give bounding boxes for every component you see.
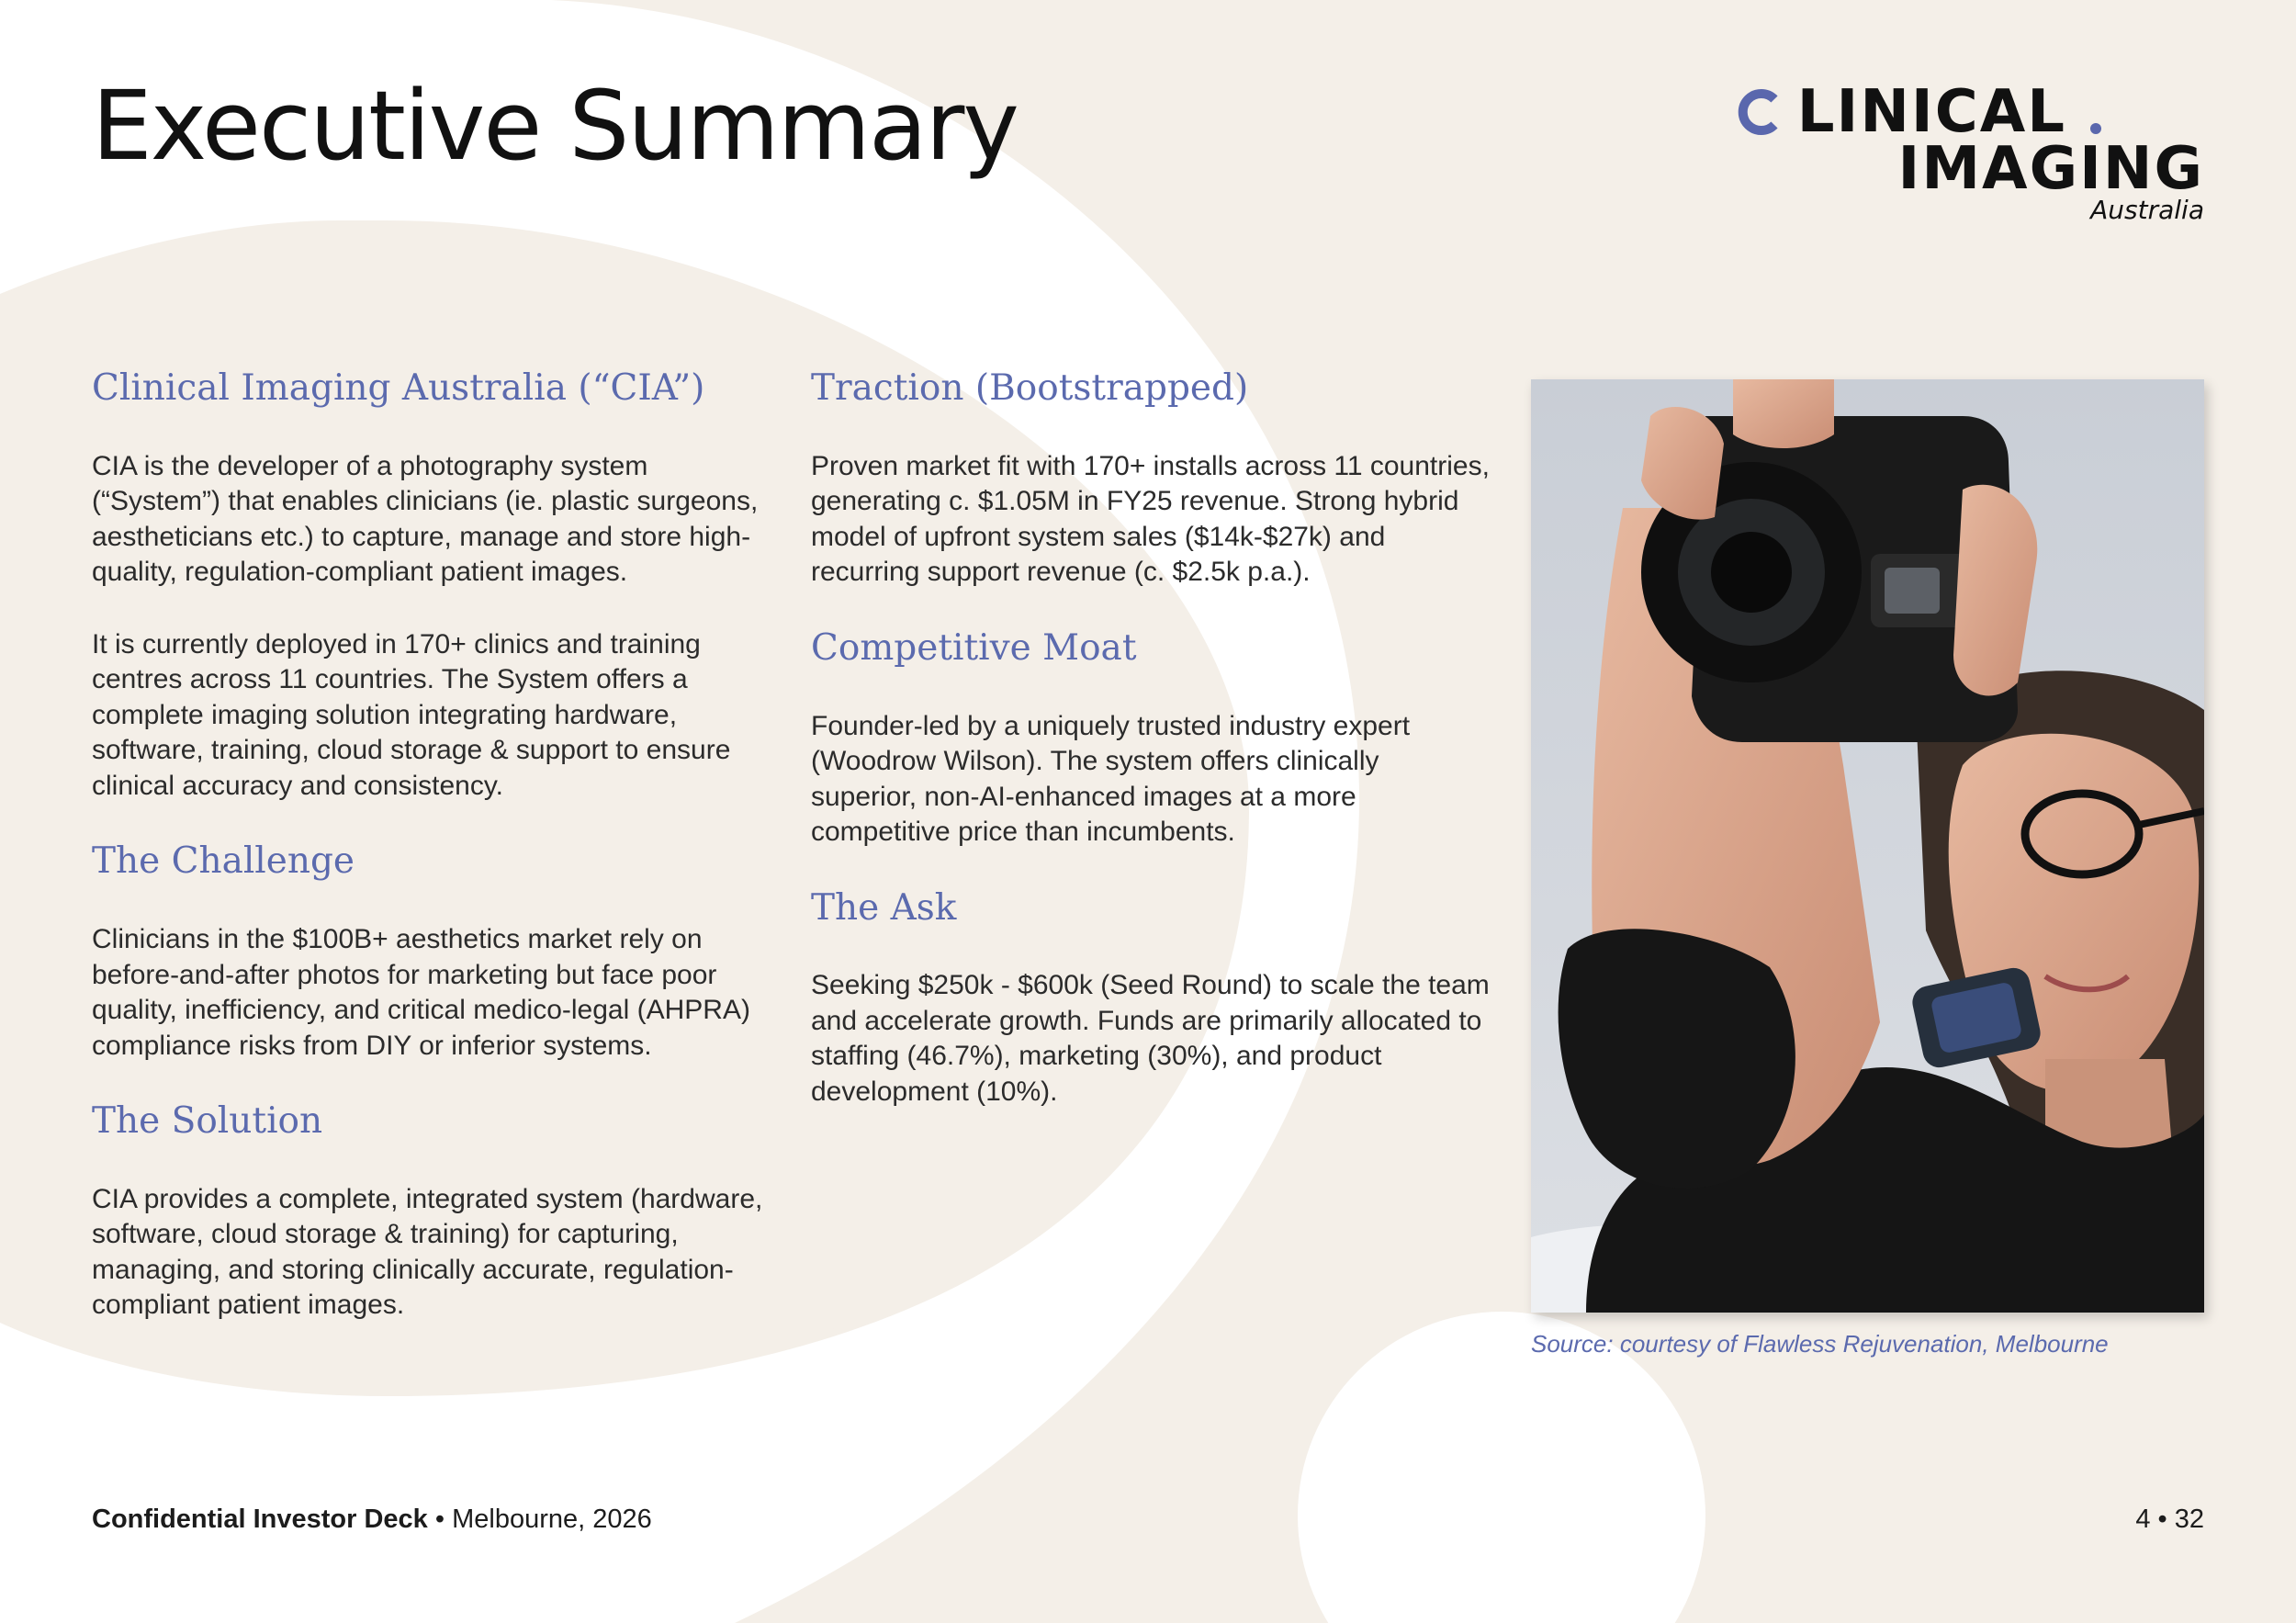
logo-line1: LINICAL	[1796, 78, 2066, 146]
photo-woman-with-camera	[1531, 379, 2204, 1313]
company-logo	[1736, 78, 2204, 230]
section-text-cia-1: CIA is the developer of a photography system (“System”) that enables clinicians (ie. plastic surgeons, aestheticians etc.) to capture, manage and store high-quality, regulation-compliant patient images.	[92, 450, 759, 588]
footer-location-year: Melbourne, 2026	[452, 1505, 652, 1534]
footer-deck-label: Confidential Investor Deck	[92, 1505, 428, 1534]
section-text-moat: Founder-led by a uniquely trusted industry expert (Woodrow Wilson). The system offers clinically superior, non-AI-enhanced images at a more competitive price than incumbents.	[811, 710, 1411, 848]
footer-deck-info	[92, 1505, 652, 1535]
footer-separator: •	[427, 1505, 453, 1534]
middle-column	[811, 367, 1491, 1146]
page-title: Executive Summary	[92, 70, 1018, 182]
page-number: 4 • 32	[2135, 1505, 2204, 1534]
logo-line2: IMAGING	[1897, 135, 2204, 203]
section-text-ask: Seeking $250k - $600k (Seed Round) to scale the team and accelerate growth. Funds are primarily allocated to staffing (46.7%), marketing (30%), and product development (10%).	[811, 970, 1490, 1107]
section-heading-moat: Competitive Moat	[811, 626, 1137, 669]
logo-dot-icon	[2090, 123, 2101, 134]
logo-line3: Australia	[2090, 195, 2204, 225]
section-heading-ask: The Ask	[811, 886, 957, 929]
section-heading-traction: Traction (Bootstrapped)	[811, 367, 1249, 409]
section-text-challenge: Clinicians in the $100B+ aesthetics market rely on before-and-after photos for marketing but face poor quality, inefficiency, and critical medico-legal (AHPRA) compliance risks from DIY or inferior systems.	[92, 924, 750, 1061]
section-heading-solution: The Solution	[92, 1100, 323, 1143]
camera-photo-image	[1531, 379, 2204, 1313]
logo-c-mark-icon	[1736, 88, 1784, 136]
photo-caption: Source: courtesy of Flawless Rejuvenation, Melbourne	[1531, 1330, 2109, 1358]
left-column	[92, 367, 771, 1360]
section-text-traction: Proven market fit with 170+ installs across 11 countries, generating c. $1.05M in FY25 revenue. Strong hybrid model of upfront system sales ($14k-$27k) and recurring support revenue (c. $2.5k p.a.).	[811, 450, 1490, 588]
section-heading-challenge: The Challenge	[92, 840, 355, 883]
section-text-solution: CIA provides a complete, integrated system (hardware, software, cloud storage & training) for capturing, managing, and storing clinically accurate, regulation-compliant patient images.	[92, 1183, 763, 1321]
section-heading-cia: Clinical Imaging Australia (“CIA”)	[92, 367, 705, 409]
section-text-cia-2: It is currently deployed in 170+ clinics and training centres across 11 countries. The System offers a complete imaging solution integrating hardware, software, training, cloud storage & support to ensure clinical accuracy and consistency.	[92, 628, 731, 801]
